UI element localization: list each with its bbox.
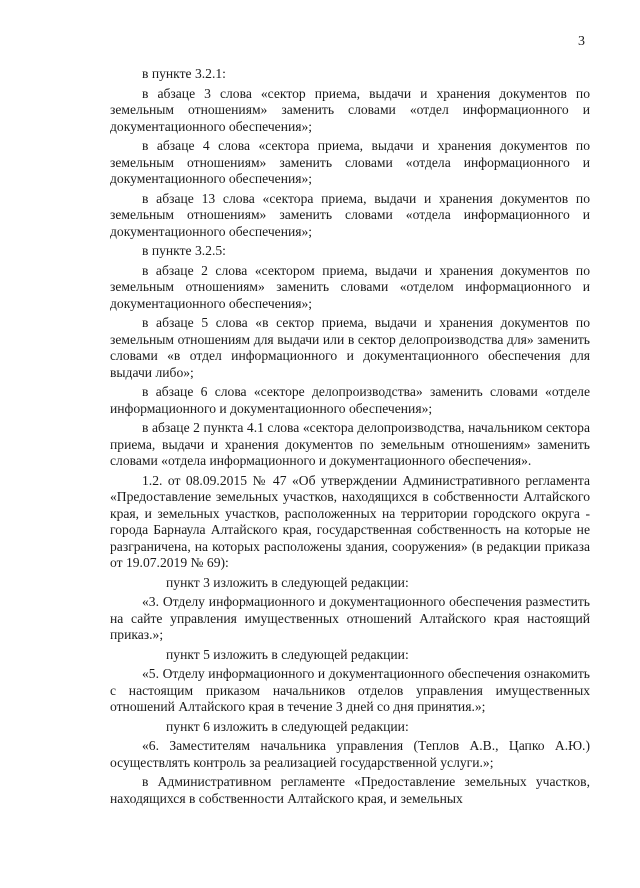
paragraph: в абзаце 13 слова «сектора приема, выдачи и хранения документов по земельным отношениям» заменить словами «отдела информационного и документационного обеспечения»; bbox=[110, 190, 590, 239]
paragraph: пункт 5 изложить в следующей редакции: bbox=[166, 646, 409, 662]
paragraph: в абзаце 3 слова «сектор приема, выдачи и хранения документов по земельным отношениям» заменить словами «отдел информационного и документационного обеспечения»; bbox=[110, 85, 590, 134]
paragraph: в абзаце 2 слова «сектором приема, выдачи и хранения документов по земельным отношениям» заменить словами «отделом информационного и документационного обеспечения»; bbox=[110, 262, 590, 311]
paragraph: 1.2. от 08.09.2015 № 47 «Об утверждении Административного регламента «Предоставление земельных участков, находящихся в собственности Алтайского края, и земельных участков, расположенных на территории городского округа - города Барнаула Алтайского края, государственная собственность на которые не разграничена, на которых расположены здания, сооружения» (в редакции приказа от 19.07.2019 № 69): bbox=[110, 472, 590, 570]
paragraph: пункт 6 изложить в следующей редакции: bbox=[166, 718, 409, 734]
paragraph: «3. Отделу информационного и документационного обеспечения разместить на сайте управления имущественных отношений Алтайского края настоящий приказ.»; bbox=[110, 594, 590, 642]
paragraph: пункт 3 изложить в следующей редакции: bbox=[166, 574, 409, 590]
paragraph: в абзаце 6 слова «секторе делопроизводства» заменить словами «отделе информационного и документационного обеспечения»; bbox=[110, 384, 590, 416]
document-body bbox=[110, 66, 590, 807]
paragraph: в абзаце 2 пункта 4.1 слова «сектора делопроизводства, начальником сектора приема, выдачи и хранения документов по земельным отношениям» заменить словами «отдела информационного и документационного обеспечения». bbox=[110, 420, 590, 468]
page-number: 3 bbox=[578, 34, 585, 49]
paragraph: в пункте 3.2.1: bbox=[142, 66, 226, 81]
paragraph: в абзаце 4 слова «сектора приема, выдачи и хранения документов по земельным отношениям» заменить словами «отдела информационного и документационного обеспечения»; bbox=[110, 138, 590, 186]
paragraph: в пункте 3.2.5: bbox=[142, 243, 226, 258]
paragraph: в абзаце 5 слова «в сектор приема, выдачи и хранения документов по земельным отношениям для выдачи или в сектор делопроизводства для» заменить словами «в отдел информационного и документационного обеспечения для выдачи либо»; bbox=[110, 315, 590, 380]
paragraph: «6. Заместителям начальника управления (Теплов А.В., Цапко А.Ю.) осуществлять контроль за реализацией государственной услуги.»; bbox=[110, 738, 590, 770]
paragraph: в Административном регламенте «Предоставление земельных участков, находящихся в собственности Алтайского края, и земельных bbox=[110, 774, 590, 806]
paragraph: «5. Отделу информационного и документационного обеспечения ознакомить с настоящим приказом начальников отделов управления имущественных отношений Алтайского края в течение 3 дней со дня принятия.»; bbox=[110, 666, 590, 714]
